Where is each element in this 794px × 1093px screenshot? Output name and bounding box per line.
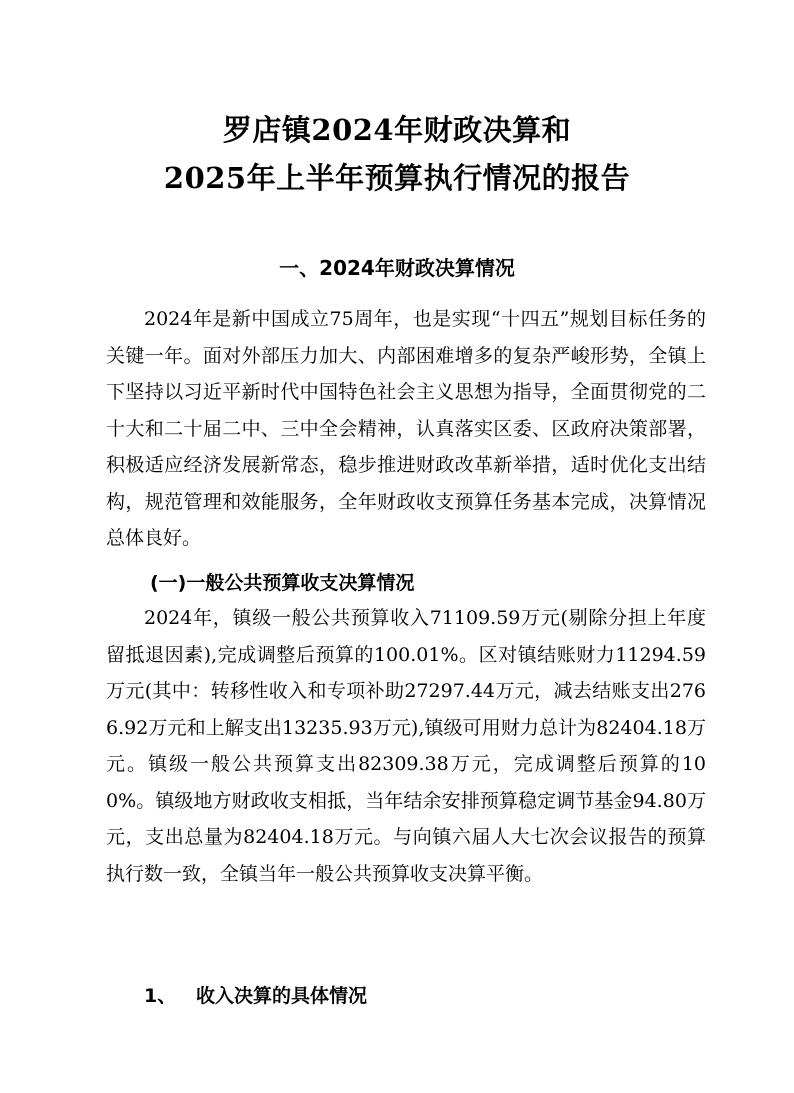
report-title-line-1: 罗店镇2024年财政决算和: [222, 113, 572, 147]
report-title-line-2: 2025年上半年预算执行情况的报告: [163, 161, 631, 195]
item-number: 1、: [144, 985, 177, 1007]
item-heading-revenue: [144, 981, 367, 1008]
item-heading-text: 收入决算的具体情况: [196, 985, 368, 1007]
section-heading-final-accounts: 一、2024年财政决算情况: [279, 256, 515, 280]
subsection-heading-general-budget: (一)一般公共预算收支决算情况: [150, 572, 415, 594]
general-budget-paragraph: 2024年，镇级一般公共预算收入71109.59万元(剔除分担上年度留抵退因素),完成调整后预算的100.01%。区对镇结账财力11294.59万元(其中：转移性收入和专项补助27297.44万元，减去结账支出2766.92万元和上解支出13235.93万元),镇级可用财力总计为82404.18万元。镇级一般公共预算支出82309.38万元，完成调整后预算的100%。镇级地方财政收支相抵，当年结余安排预算稳定调节基金94.80万元，支出总量为82404.18万元。与向镇六届人大七次会议报告的预算执行数一致，全镇当年一般公共预算收支决算平衡。: [106, 607, 706, 885]
intro-paragraph: 2024年是新中国成立75周年，也是实现“十四五”规划目标任务的关键一年。面对外部压力加大、内部困难增多的复杂严峻形势，全镇上下坚持以习近平新时代中国特色社会主义思想为指导，全面贯彻党的二十大和二十届二中、三中全会精神，认真落实区委、区政府决策部署，积极适应经济发展新常态，稳步推进财政改革新举措，适时优化支出结构，规范管理和效能服务，全年财政收支预算任务基本完成，决算情况总体良好。: [106, 308, 706, 549]
